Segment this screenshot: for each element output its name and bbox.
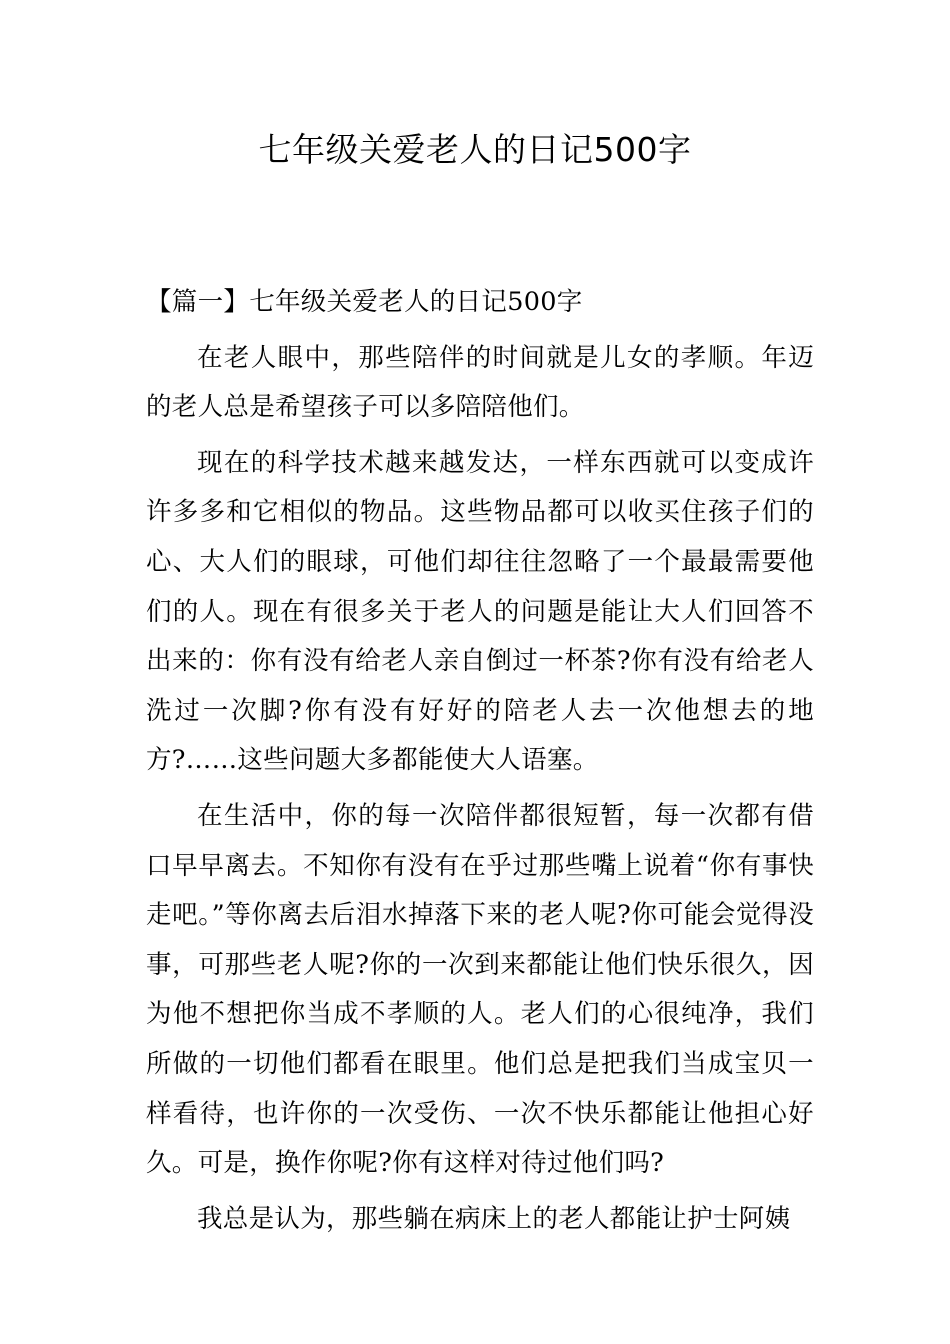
paragraph-2: 现在的科学技术越来越发达，一样东西就可以变成许许多多和它相似的物品。这些物品都可以收买住孩子们的心、大人们的眼球，可他们却往往忽略了一个最最需要他们的人。现在有很多关于老人的问题是能让大人们回答不出来的：你有没有给老人亲自倒过一杯茶?你有没有给老人洗过一次脚?你有没有好好的陪老人去一次他想去的地方?……这些问题大多都能使大人语塞。 (146, 447, 814, 776)
paragraph-4: 我总是认为，那些躺在病床上的老人都能让护士阿姨 (197, 1203, 791, 1234)
paragraph-1: 在老人眼中，那些陪伴的时间就是儿女的孝顺。年迈的老人总是希望孩子可以多陪陪他们。 (146, 342, 814, 423)
document-title: 七年级关爱老人的日记500字 (258, 130, 692, 169)
section-heading: 【篇一】七年级关爱老人的日记500字 (146, 287, 583, 317)
document-body (146, 278, 814, 1250)
paragraph-3: 在生活中，你的每一次陪伴都很短暂，每一次都有借口早早离去。不知你有没有在乎过那些嘴上说着“你有事快走吧。”等你离去后泪水掉落下来的老人呢?你可能会觉得没事，可那些老人呢?你的一次到来都能让他们快乐很久，因为他不想把你当成不孝顺的人。老人们的心很纯净，我们所做的一切他们都看在眼里。他们总是把我们当成宝贝一样看待，也许你的一次受伤、一次不快乐都能让他担心好久。可是，换作你呢?你有这样对待过他们吗? (146, 800, 814, 1179)
